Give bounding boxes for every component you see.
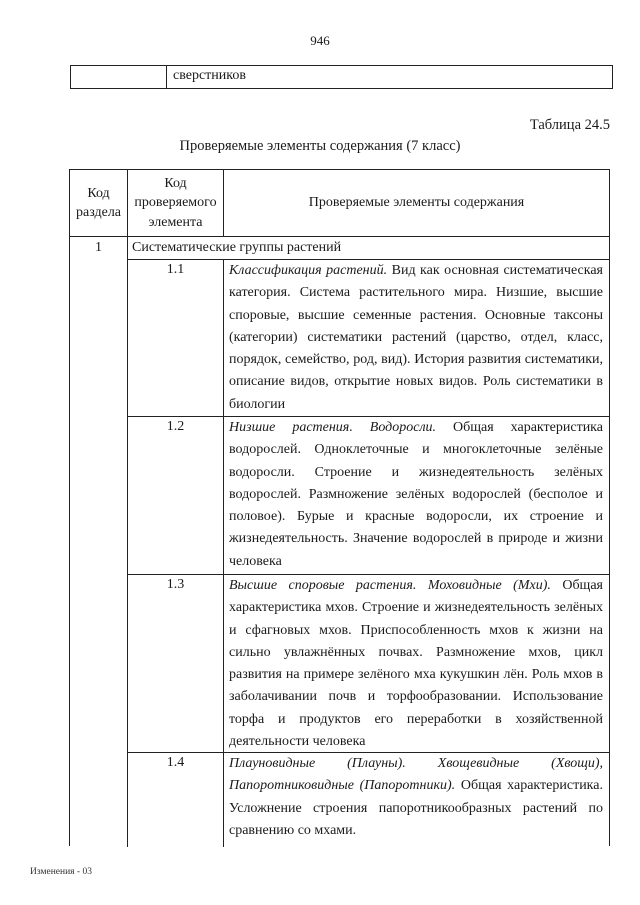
header-element-code: Код проверяемого элемента [134, 175, 217, 230]
header-section-code: Код раздела [75, 185, 122, 220]
element-description: Общая характеристика водорослей. Одноклеточные и многоклеточные зелёные водоросли. Строение и жизнедеятельность зелёных водорослей. Размножение зелёных водорослей (бесполое и половое). Бурые и красные водоросли, их строение и жизнедеятельность. Значение водорослей в природе и жизни человека [229, 420, 603, 569]
previous-table-fragment [70, 65, 613, 89]
element-description: Вид как основная систематическая категория. Система растительного мира. Низшие, высшие споровые, высшие семенные растения. Основные таксоны (категории) систематики растений (царство, отдел, класс, порядок, семейство, род, вид). История развития систематики, описание видов, открытие новых видов. Роль систематики в биологии [229, 263, 603, 412]
element-heading: Плауновидные (Плауны). Хвощевидные (Хвощи), Папоротниковидные (Папоротники). [229, 756, 603, 794]
table-title: Проверяемые элементы содержания (7 класс) [179, 138, 461, 154]
element-content [229, 417, 603, 573]
element-description: Общая характеристика. Усложнение строения папоротникообразных растений по сравнению со мхами. [229, 778, 603, 838]
fragment-text: сверстников [173, 68, 246, 83]
element-heading: Классификация растений. [229, 263, 388, 278]
content-table [69, 169, 610, 846]
table-label: Таблица 24.5 [529, 117, 610, 133]
element-content [229, 753, 603, 842]
header-elements: Проверяемые элементы содержания [308, 195, 525, 211]
element-code: 1.2 [166, 419, 185, 434]
page-number: 946 [310, 33, 330, 48]
element-description: Общая характеристика мхов. Строение и жизнедеятельность зелёных и сфагновых мхов. Приспособленность мхов к жизни на сильно увлажнённых почвах. Размножение мхов, цикл развития на примере зелёного мха кукушкин лён. Роль мхов в заболачивании почв и торфообразовании. Использование торфа и продуктов его переработки в хозяйственной деятельности человека [229, 578, 603, 750]
section-title: Систематические группы растений [132, 240, 342, 255]
section-code: 1 [95, 240, 102, 255]
element-code: 1.4 [166, 755, 185, 770]
element-heading: Низшие растения. Водоросли. [229, 420, 437, 435]
element-content [229, 260, 603, 416]
empty-cell [71, 66, 167, 88]
element-heading: Высшие споровые растения. Моховидные (Мхи). [229, 578, 551, 593]
element-code: 1.3 [166, 577, 185, 592]
footer-note: Изменения - 03 [30, 867, 92, 877]
element-content [229, 575, 603, 753]
element-code: 1.1 [166, 262, 185, 277]
